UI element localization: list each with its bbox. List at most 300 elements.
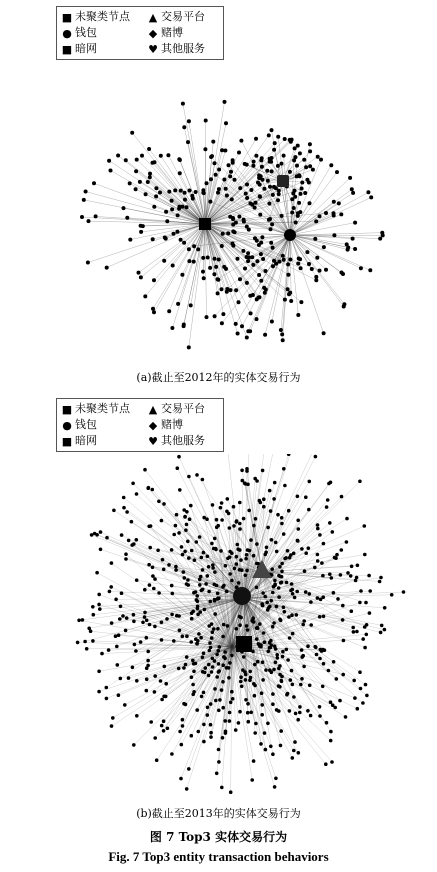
legend-label: 赌博 (161, 26, 183, 39)
node (164, 210, 168, 214)
node (125, 616, 129, 620)
node (304, 495, 308, 499)
node (212, 627, 216, 631)
node (141, 224, 145, 228)
node (218, 698, 222, 702)
node (202, 551, 206, 555)
node (380, 624, 384, 628)
node (356, 707, 360, 711)
node (261, 660, 265, 664)
node (174, 524, 178, 528)
node (157, 591, 161, 595)
node (198, 578, 202, 582)
node (185, 205, 189, 209)
node (292, 552, 296, 556)
edge (290, 192, 368, 235)
node (164, 682, 168, 686)
node (286, 658, 290, 662)
node (261, 591, 265, 595)
node (274, 661, 278, 665)
node (189, 640, 193, 644)
node (162, 502, 166, 506)
node (245, 569, 249, 573)
node (234, 322, 238, 326)
legend-item-unclustered (61, 9, 130, 24)
node (111, 716, 115, 720)
edge (97, 535, 244, 598)
node (285, 693, 289, 697)
edge (172, 224, 205, 328)
node (210, 636, 214, 640)
node (280, 570, 284, 574)
node (254, 722, 258, 726)
node (260, 156, 264, 160)
node (217, 258, 221, 262)
node (132, 620, 136, 624)
node (320, 561, 324, 565)
node (209, 702, 213, 706)
node (221, 706, 225, 710)
node (97, 670, 101, 674)
node (281, 650, 285, 654)
node (238, 522, 242, 526)
node (114, 598, 118, 602)
node (339, 573, 343, 577)
node (263, 731, 267, 735)
legend-label: 赌博 (161, 418, 183, 431)
square-icon: ■ (61, 402, 73, 416)
node (313, 237, 317, 241)
node (187, 259, 191, 263)
node (198, 583, 202, 587)
node (221, 663, 225, 667)
node (249, 311, 253, 315)
node (131, 666, 135, 670)
node (254, 137, 258, 141)
node (145, 636, 149, 640)
node (231, 217, 235, 221)
node (306, 644, 310, 648)
node (224, 187, 228, 191)
node (117, 633, 121, 637)
node (279, 729, 283, 733)
node (94, 214, 98, 218)
node (97, 603, 101, 607)
node (217, 662, 221, 666)
node (303, 191, 307, 195)
node (329, 700, 333, 704)
node (162, 719, 166, 723)
node (215, 675, 219, 679)
node (130, 131, 134, 135)
node (345, 540, 349, 544)
node (315, 256, 319, 260)
node (309, 623, 313, 627)
node (270, 538, 274, 542)
node (194, 190, 198, 194)
node (170, 613, 174, 617)
node (220, 287, 224, 291)
node (183, 550, 187, 554)
legend-item-darknet (61, 41, 97, 56)
node (203, 608, 207, 612)
node (224, 121, 228, 125)
node (87, 219, 91, 223)
node (368, 268, 372, 272)
node (238, 277, 242, 281)
node (268, 185, 272, 189)
node (211, 566, 215, 570)
node (186, 140, 190, 144)
edge (290, 235, 370, 270)
node (183, 515, 187, 519)
node (318, 714, 322, 718)
node (233, 230, 237, 234)
node (201, 588, 205, 592)
node (153, 736, 157, 740)
node (171, 592, 175, 596)
node (118, 617, 122, 621)
node (183, 198, 187, 202)
node (160, 519, 164, 523)
node (225, 287, 229, 291)
node (262, 187, 266, 191)
node (238, 501, 242, 505)
node (332, 233, 336, 237)
node (132, 542, 136, 546)
node (170, 199, 174, 203)
node (301, 623, 305, 627)
node (333, 556, 337, 560)
node (179, 238, 183, 242)
node (192, 591, 196, 595)
node (213, 659, 217, 663)
node (369, 195, 373, 199)
node (125, 510, 129, 514)
edge (236, 235, 290, 324)
legend-item-wallet (61, 25, 97, 40)
node (170, 326, 174, 330)
node (192, 244, 196, 248)
node (275, 550, 279, 554)
node (359, 589, 363, 593)
node (242, 517, 246, 521)
node (237, 215, 241, 219)
node (296, 495, 300, 499)
node (265, 546, 269, 550)
node (209, 177, 213, 181)
node (356, 564, 360, 568)
node (329, 481, 333, 485)
node (316, 527, 320, 531)
node (179, 189, 183, 193)
node (361, 637, 365, 641)
node (209, 735, 213, 739)
node (250, 255, 254, 259)
pin-icon: ♥ (148, 434, 158, 448)
legend-label: 未聚类节点 (75, 10, 130, 23)
node (255, 259, 259, 263)
node (313, 566, 317, 570)
node (184, 703, 188, 707)
node (271, 193, 275, 197)
node (227, 163, 231, 167)
node (298, 711, 302, 715)
node (181, 724, 185, 728)
figure-title-en: Fig. 7 Top3 entity transaction behaviors (108, 849, 329, 864)
node (283, 298, 287, 302)
node (303, 569, 307, 573)
node (278, 260, 282, 264)
node (185, 787, 189, 791)
node (332, 660, 336, 664)
node (276, 198, 280, 202)
node (363, 646, 367, 650)
node (213, 161, 217, 165)
node (215, 772, 219, 776)
node (325, 505, 329, 509)
node (201, 656, 205, 660)
node (151, 574, 155, 578)
node (89, 629, 93, 633)
node (318, 269, 322, 273)
node (288, 258, 292, 262)
node (383, 606, 387, 610)
node (251, 164, 255, 168)
node (237, 151, 241, 155)
node (120, 533, 124, 537)
legend-label: 其他服务 (161, 434, 205, 447)
node (290, 211, 294, 215)
node (363, 553, 367, 557)
node (270, 169, 274, 173)
node (195, 598, 199, 602)
node (340, 495, 344, 499)
node (95, 533, 99, 537)
node (251, 293, 255, 297)
node (296, 539, 300, 543)
node (225, 510, 229, 514)
node (187, 767, 191, 771)
node (267, 202, 271, 206)
node (203, 671, 207, 675)
node (77, 619, 81, 623)
node (220, 501, 224, 505)
node (230, 197, 234, 201)
hub-darknet-node (277, 175, 289, 187)
node (322, 615, 326, 619)
node (335, 553, 339, 557)
node (281, 338, 285, 342)
legend-label: 交易平台 (161, 402, 205, 415)
node (176, 466, 180, 470)
node (185, 582, 189, 586)
node (163, 665, 167, 669)
node (184, 663, 188, 667)
node (279, 581, 283, 585)
node (152, 278, 156, 282)
node (311, 168, 315, 172)
caption-a: (a)截止至2012年的实体交易行为 (136, 371, 301, 384)
node (208, 649, 212, 653)
legend-item-wallet (61, 417, 97, 432)
node (379, 576, 383, 580)
node (314, 455, 318, 459)
node (264, 668, 268, 672)
node (201, 188, 205, 192)
node (204, 582, 208, 586)
node (114, 634, 118, 638)
node (214, 548, 218, 552)
node (285, 648, 289, 652)
legend-item-gambling (147, 25, 183, 40)
node (292, 695, 296, 699)
node (188, 189, 192, 193)
node (332, 591, 336, 595)
node (105, 697, 109, 701)
node (274, 647, 278, 651)
node (249, 188, 253, 192)
node (154, 186, 158, 190)
node (222, 623, 226, 627)
node (278, 618, 282, 622)
node (247, 720, 251, 724)
node (300, 547, 304, 551)
node (245, 163, 249, 167)
node (239, 675, 243, 679)
node (221, 680, 225, 684)
node (162, 259, 166, 263)
node (295, 174, 299, 178)
node (272, 621, 276, 625)
node (308, 684, 312, 688)
rounded-square-icon: ■ (61, 42, 73, 56)
node (358, 480, 362, 484)
node (344, 715, 348, 719)
node (120, 591, 124, 595)
node (332, 211, 336, 215)
node (196, 247, 200, 251)
node (296, 262, 300, 266)
node (266, 608, 270, 612)
node (199, 636, 203, 640)
node (331, 703, 335, 707)
node (122, 206, 126, 210)
node (239, 680, 243, 684)
node (211, 630, 215, 634)
node (293, 596, 297, 600)
node (183, 191, 187, 195)
network-graph-a (0, 62, 437, 362)
node (190, 617, 194, 621)
node (134, 187, 138, 191)
node (116, 663, 120, 667)
node (208, 200, 212, 204)
node (105, 266, 109, 270)
edge (264, 189, 290, 235)
node (149, 720, 153, 724)
node (187, 556, 191, 560)
node (329, 739, 333, 743)
node (246, 711, 250, 715)
node (127, 676, 131, 680)
node (247, 228, 251, 232)
node (288, 636, 292, 640)
node (244, 482, 248, 486)
node (296, 519, 300, 523)
node (158, 191, 162, 195)
node (262, 497, 266, 501)
node (201, 256, 205, 260)
node (183, 576, 187, 580)
node (224, 730, 228, 734)
node (255, 317, 259, 321)
node (229, 790, 233, 794)
node (287, 509, 291, 513)
node (215, 526, 219, 530)
node (318, 214, 322, 218)
node (217, 709, 221, 713)
node (160, 724, 164, 728)
node (182, 666, 186, 670)
node (256, 626, 260, 630)
node (109, 585, 113, 589)
node (127, 539, 131, 543)
node (238, 623, 242, 627)
node (228, 719, 232, 723)
node (153, 160, 157, 164)
node (190, 675, 194, 679)
circle-icon: ● (62, 418, 72, 432)
node (268, 605, 272, 609)
node (219, 549, 223, 553)
node (308, 164, 312, 168)
node (354, 579, 358, 583)
node (213, 612, 217, 616)
node (233, 567, 237, 571)
node (170, 584, 174, 588)
node (322, 331, 326, 335)
node (346, 246, 350, 250)
node (236, 543, 240, 547)
node (195, 540, 199, 544)
node (254, 154, 258, 158)
node (280, 516, 284, 520)
node (291, 592, 295, 596)
node (359, 687, 363, 691)
node (245, 469, 249, 473)
node (269, 227, 273, 231)
node (189, 303, 193, 307)
node (135, 158, 139, 162)
node (326, 498, 330, 502)
node (124, 552, 128, 556)
node (217, 760, 221, 764)
node (307, 262, 311, 266)
node (259, 252, 263, 256)
node (205, 181, 209, 185)
node (249, 711, 253, 715)
node (245, 281, 249, 285)
node (265, 169, 269, 173)
node (271, 702, 275, 706)
node (146, 180, 150, 184)
node (228, 572, 232, 576)
node (328, 572, 332, 576)
node (187, 247, 191, 251)
node (148, 623, 152, 627)
node (280, 680, 284, 684)
